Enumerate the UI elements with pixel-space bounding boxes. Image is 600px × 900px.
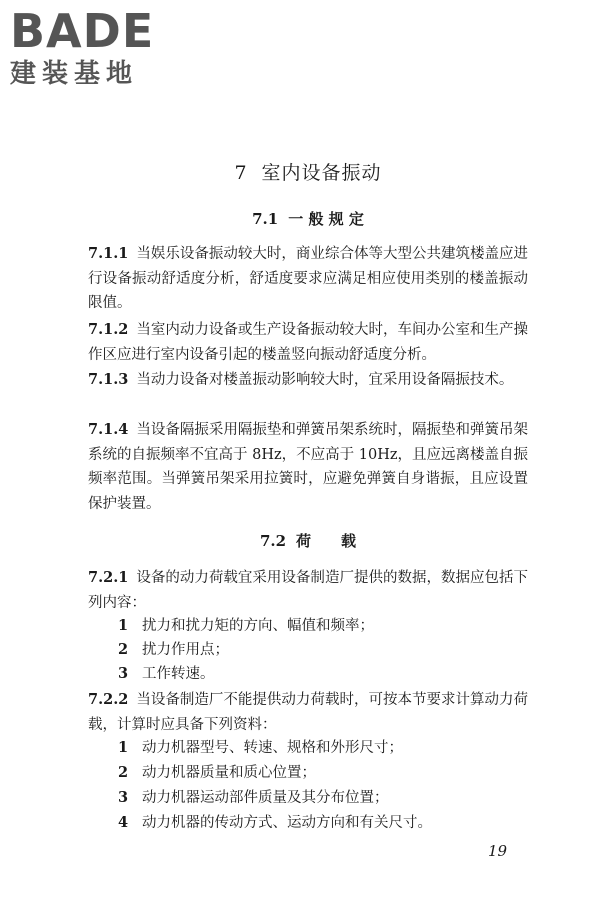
clause-7-1-2 bbox=[88, 318, 528, 367]
item-number: 1 bbox=[118, 739, 129, 756]
clause-text: 当设备隔振采用隔振垫和弹簧吊架系统时，隔振垫和弹簧吊架系统的自振频率不宜高于 8Hz，不应高于 10Hz，且应远离楼盖自振频率范围。当弹簧吊架采用拉簧时，应避免弹簧自身谐振，且应设置保护装置。 bbox=[88, 422, 528, 512]
list-item bbox=[118, 662, 518, 687]
clause-number: 7.1.3 bbox=[88, 371, 129, 388]
item-text: 工作转速。 bbox=[142, 666, 215, 682]
clause-7-1-4 bbox=[88, 418, 528, 516]
list-item bbox=[118, 614, 518, 639]
page-number: 19 bbox=[488, 842, 508, 860]
item-text: 动力机器的传动方式、运动方向和有关尺寸。 bbox=[142, 815, 432, 831]
clause-7-2-1 bbox=[88, 566, 528, 615]
item-number: 4 bbox=[118, 814, 129, 831]
clause-number: 7.1.1 bbox=[88, 245, 129, 262]
section-title-7-2 bbox=[88, 530, 528, 551]
clause-7-2-2 bbox=[88, 688, 528, 737]
clause-text: 当设备制造厂不能提供动力荷载时，可按本节要求计算动力荷载，计算时应具备下列资料： bbox=[88, 692, 528, 733]
section-number: 7.1 bbox=[252, 210, 279, 228]
list-item bbox=[118, 786, 518, 811]
logo-text: BADE bbox=[10, 4, 155, 58]
logo-subtitle: 建装基地 bbox=[10, 59, 139, 89]
logo bbox=[10, 6, 180, 90]
item-number: 3 bbox=[118, 665, 129, 682]
section-title-text: 一 般 规 定 bbox=[288, 210, 364, 228]
clause-number: 7.2.2 bbox=[88, 691, 129, 708]
chapter-number: 7 bbox=[234, 162, 248, 184]
item-text: 动力机器质量和质心位置； bbox=[142, 765, 316, 781]
chapter-title bbox=[88, 158, 528, 185]
item-number: 3 bbox=[118, 789, 129, 806]
item-text: 扰力作用点； bbox=[142, 642, 229, 658]
clause-number: 7.1.4 bbox=[88, 421, 129, 438]
item-text: 动力机器运动部件质量及其分布位置； bbox=[142, 790, 389, 806]
section-number: 7.2 bbox=[259, 532, 287, 550]
clause-text: 当娱乐设备振动较大时，商业综合体等大型公共建筑楼盖应进行设备振动舒适度分析，舒适度要求应满足相应使用类别的楼盖振动限值。 bbox=[88, 246, 528, 311]
item-number: 2 bbox=[118, 764, 129, 781]
list-item bbox=[118, 761, 518, 786]
list-item bbox=[118, 811, 518, 836]
clause-number: 7.2.1 bbox=[88, 569, 129, 586]
item-number: 1 bbox=[118, 617, 129, 634]
clause-text: 当动力设备对楼盖振动影响较大时，宜采用设备隔振技术。 bbox=[136, 372, 514, 388]
chapter-title-text: 室内设备振动 bbox=[261, 162, 382, 184]
clause-text: 当室内动力设备或生产设备振动较大时，车间办公室和生产操作区应进行室内设备引起的楼盖竖向振动舒适度分析。 bbox=[88, 322, 528, 363]
item-number: 2 bbox=[118, 641, 129, 658]
clause-text: 设备的动力荷载宜采用设备制造厂提供的数据，数据应包括下列内容： bbox=[88, 570, 528, 611]
section-title-7-1 bbox=[88, 208, 528, 229]
item-text: 扰力和扰力矩的方向、幅值和频率； bbox=[142, 618, 374, 634]
clause-7-1-1 bbox=[88, 242, 528, 316]
item-text: 动力机器型号、转速、规格和外形尺寸； bbox=[142, 740, 403, 756]
clause-number: 7.1.2 bbox=[88, 321, 129, 338]
list-item bbox=[118, 638, 518, 663]
section-title-text: 荷 载 bbox=[296, 532, 357, 550]
list-item bbox=[118, 736, 518, 761]
clause-7-1-3 bbox=[88, 368, 528, 393]
